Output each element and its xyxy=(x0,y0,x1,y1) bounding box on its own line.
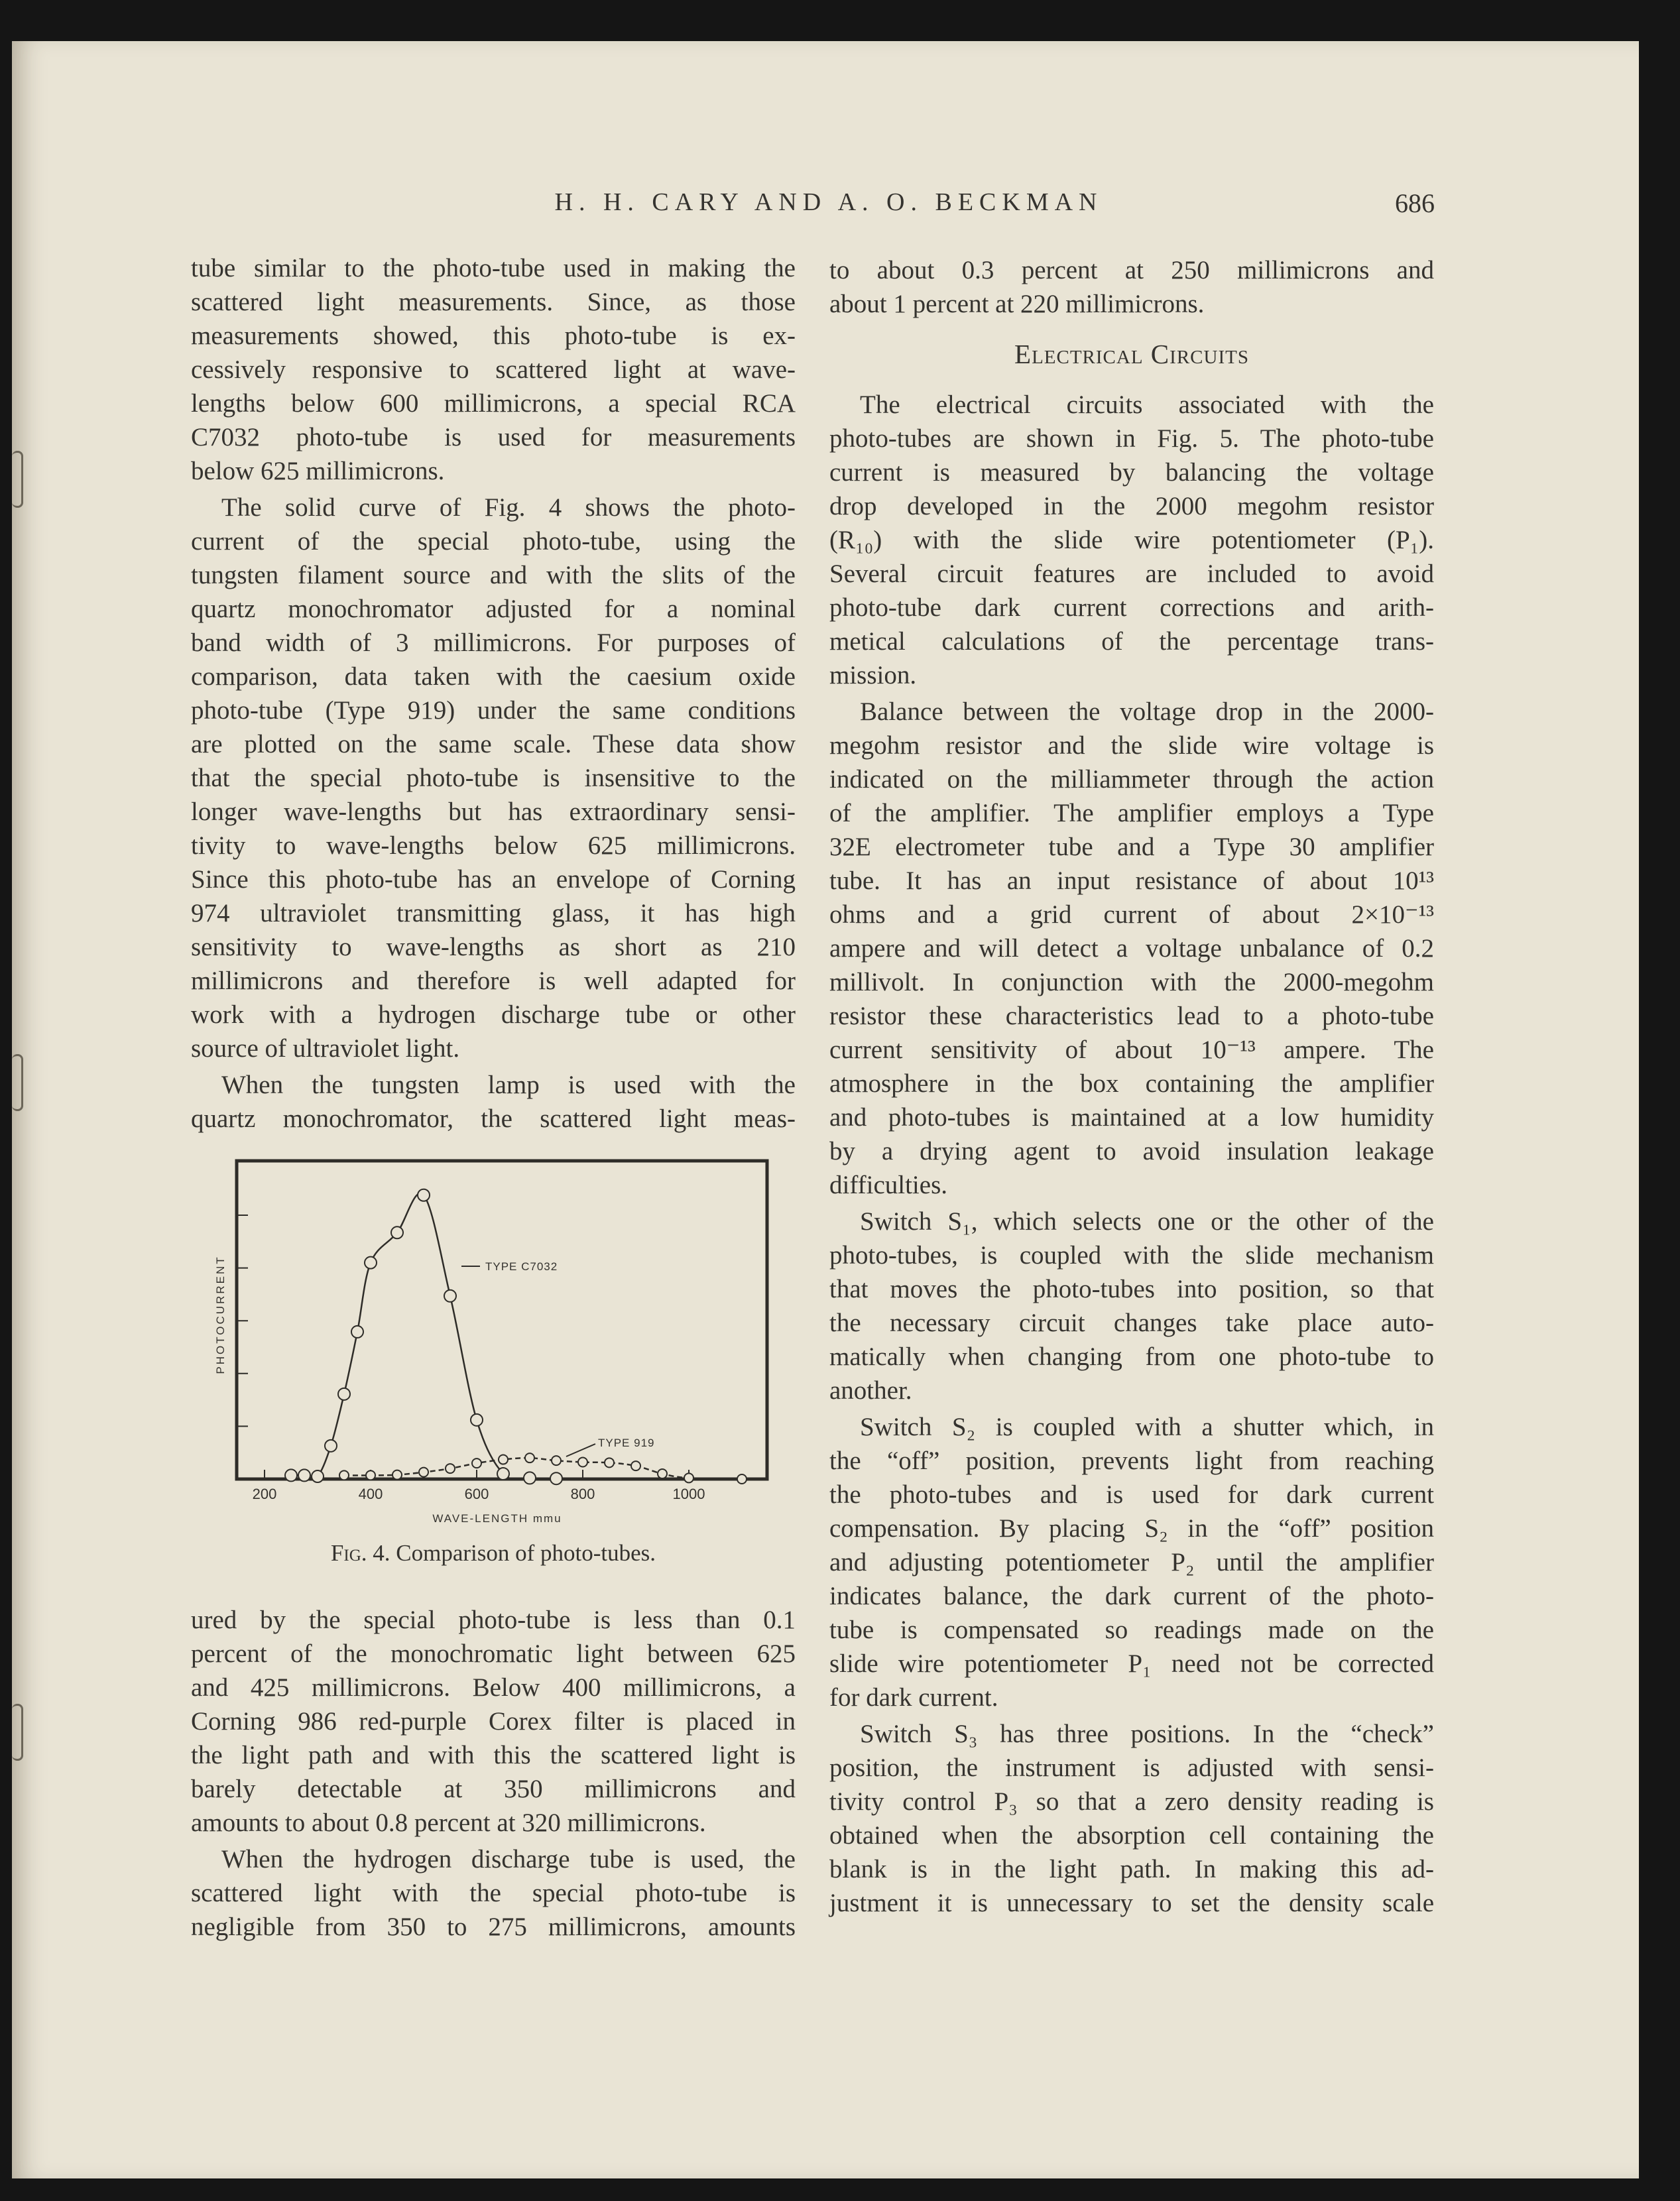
data-point xyxy=(418,1189,430,1201)
data-point xyxy=(471,1414,483,1426)
section-heading: Electrical Circuits xyxy=(1014,339,1249,369)
text-line: another. xyxy=(829,1376,912,1405)
text-line: photo-tubes are shown in Fig. 5. The photo-tube xyxy=(829,424,1434,453)
text-line: current is measured by balancing the voltage xyxy=(829,458,1434,487)
text-line: and adjusting potentiometer P₂ until the amplifier xyxy=(829,1548,1434,1576)
text-line: ohms and a grid current of about 2×10⁻¹³ xyxy=(829,900,1434,929)
text-line: matically when changing from one photo-tube to xyxy=(829,1342,1434,1371)
paragraph xyxy=(191,1603,796,1840)
text-line: sensitivity to wave-lengths as short as 210 xyxy=(191,933,796,961)
text-line: tivity control P₃ so that a zero density reading is xyxy=(829,1787,1434,1816)
text-line: by a drying agent to avoid insulation leakage xyxy=(829,1137,1434,1165)
x-tick-label: 600 xyxy=(464,1486,489,1502)
text-line: tube similar to the photo-tube used in making the xyxy=(191,254,796,282)
text-line: 32E electrometer tube and a Type 30 amplifier xyxy=(829,833,1434,861)
text-line: for dark current. xyxy=(829,1683,998,1712)
text-line: longer wave-lengths but has extraordinary sensi- xyxy=(191,798,796,826)
data-point xyxy=(658,1469,667,1478)
running-head: H. H. CARY AND A. O. BECKMAN xyxy=(554,188,1103,216)
text-line: the light path and with this the scattered light is xyxy=(191,1741,796,1769)
text-line: about 1 percent at 220 millimicrons. xyxy=(829,290,1205,318)
text-line: lengths below 600 millimicrons, a special RCA xyxy=(191,389,796,418)
paragraph xyxy=(191,491,796,1065)
text-line: scattered light measurements. Since, as those xyxy=(191,288,796,316)
text-line: quartz monochromator, the scattered light meas- xyxy=(191,1104,796,1133)
text-line: Switch S₃ has three positions. In the “check” xyxy=(860,1720,1434,1748)
data-point xyxy=(578,1458,587,1467)
text-line: drop developed in the 2000 megohm resistor xyxy=(829,492,1434,520)
text-line: indicates balance, the dark current of the photo- xyxy=(829,1582,1434,1610)
data-point xyxy=(524,1472,536,1484)
data-point xyxy=(552,1456,561,1465)
text-line: position, the instrument is adjusted with sensi- xyxy=(829,1754,1434,1782)
data-point xyxy=(631,1461,640,1470)
text-line: mission. xyxy=(829,661,917,689)
text-line: compensation. By placing S₂ in the “off” position xyxy=(829,1514,1434,1543)
binding-mark xyxy=(12,1704,23,1761)
text-line: that moves the photo-tubes into position, so that xyxy=(829,1275,1434,1303)
data-point xyxy=(525,1453,534,1462)
data-point xyxy=(366,1470,375,1480)
data-point xyxy=(339,1470,349,1480)
paragraph xyxy=(829,388,1434,692)
text-line: amounts to about 0.8 percent at 320 millimicrons. xyxy=(191,1809,706,1837)
text-line: ampere and will detect a voltage unbalance of 0.2 xyxy=(829,934,1434,963)
right-column-top xyxy=(829,253,1434,321)
text-line: millivolt. In conjunction with the 2000-megohm xyxy=(829,968,1434,996)
data-point xyxy=(298,1469,310,1481)
text-line: the photo-tubes and is used for dark current xyxy=(829,1480,1434,1509)
text-line: (R₁₀) with the slide wire potentiometer (P₁). xyxy=(829,526,1434,554)
text-line: indicated on the milliammeter through the action xyxy=(829,765,1434,794)
text-line: obtained when the absorption cell containing the xyxy=(829,1821,1434,1850)
binding-mark xyxy=(12,1054,23,1111)
paragraph xyxy=(829,1410,1434,1714)
series-line-c7032 xyxy=(291,1193,556,1479)
data-point xyxy=(351,1326,363,1338)
text-line: justment it is unnecessary to set the density scale xyxy=(829,1889,1434,1917)
paragraph xyxy=(191,1842,796,1944)
y-axis-label: PHOTOCURRENT xyxy=(214,1255,227,1374)
paragraph xyxy=(829,253,1434,321)
text-line: The solid curve of Fig. 4 shows the photo- xyxy=(221,493,796,522)
data-point xyxy=(365,1257,377,1269)
text-line: barely detectable at 350 millimicrons and xyxy=(191,1775,796,1803)
x-tick-label: 800 xyxy=(570,1486,595,1502)
figure-4-chart xyxy=(199,1140,796,1538)
text-line: Balance between the voltage drop in the 2000- xyxy=(860,697,1434,726)
text-line: band width of 3 millimicrons. For purposes of xyxy=(191,628,796,657)
binding-mark xyxy=(12,451,23,508)
text-line: and 425 millimicrons. Below 400 millimicrons, a xyxy=(191,1673,796,1702)
text-line: metical calculations of the percentage trans- xyxy=(829,627,1434,656)
text-line: resistor these characteristics lead to a photo-tube xyxy=(829,1002,1434,1030)
text-line: Switch S₂ is coupled with a shutter which, in xyxy=(860,1413,1434,1441)
text-line: 974 ultraviolet transmitting glass, it has high xyxy=(191,899,796,927)
data-point xyxy=(472,1458,481,1468)
text-line: megohm resistor and the slide wire voltage is xyxy=(829,731,1434,760)
text-line: cessively responsive to scattered light at wave- xyxy=(191,355,796,384)
text-line: Corning 986 red-purple Corex filter is placed in xyxy=(191,1707,796,1736)
text-line: work with a hydrogen discharge tube or other xyxy=(191,1000,796,1029)
text-line: that the special photo-tube is insensitive to the xyxy=(191,764,796,792)
text-line: measurements showed, this photo-tube is ex- xyxy=(191,322,796,350)
data-point xyxy=(312,1470,324,1482)
legend-label-c7032: TYPE C7032 xyxy=(485,1260,558,1273)
paragraph xyxy=(191,1068,796,1136)
text-line: Several circuit features are included to avoid xyxy=(829,560,1434,588)
text-line: tungsten filament source and with the slits of the xyxy=(191,561,796,589)
text-line: blank is in the light path. In making this ad- xyxy=(829,1855,1434,1883)
text-line: photo-tube dark current corrections and arith- xyxy=(829,593,1434,622)
series-line-919 xyxy=(344,1458,742,1479)
right-column xyxy=(829,253,1434,1920)
text-line: current sensitivity of about 10⁻¹³ ampere. The xyxy=(829,1036,1434,1064)
caption-label: Fig. 4. xyxy=(330,1540,390,1566)
data-point xyxy=(684,1473,693,1482)
data-point xyxy=(325,1440,337,1452)
text-line: to about 0.3 percent at 250 millimicrons and xyxy=(829,256,1434,284)
page-number: 686 xyxy=(1395,188,1435,218)
text-line: the “off” position, prevents light from reaching xyxy=(829,1447,1434,1475)
x-tick-label: 400 xyxy=(358,1486,383,1502)
text-line: ured by the special photo-tube is less than 0.1 xyxy=(191,1606,796,1634)
text-line: tube. It has an input resistance of about 10¹³ xyxy=(829,866,1434,895)
text-line: Since this photo-tube has an envelope of Corning xyxy=(191,865,796,894)
text-line: millimicrons and therefore is well adapted for xyxy=(191,967,796,995)
text-line: source of ultraviolet light. xyxy=(191,1034,460,1063)
legend-leader-919 xyxy=(566,1444,595,1457)
text-line: and photo-tubes is maintained at a low humidity xyxy=(829,1103,1434,1132)
text-line: The electrical circuits associated with the xyxy=(860,390,1434,419)
text-line: photo-tubes, is coupled with the slide mechanism xyxy=(829,1241,1434,1270)
x-tick-label: 200 xyxy=(252,1486,277,1502)
text-line: When the hydrogen discharge tube is used, the xyxy=(221,1845,796,1874)
text-line: of the amplifier. The amplifier employs a Type xyxy=(829,799,1434,827)
paragraph xyxy=(191,251,796,488)
data-point xyxy=(737,1474,747,1484)
x-tick-label: 1000 xyxy=(672,1486,705,1502)
data-point xyxy=(605,1458,614,1467)
legend-label-919: TYPE 919 xyxy=(598,1437,655,1449)
paragraph xyxy=(829,1205,1434,1407)
text-line: the necessary circuit changes take place auto- xyxy=(829,1309,1434,1337)
data-point xyxy=(499,1455,508,1464)
data-point xyxy=(392,1470,402,1480)
text-line: Switch S₁, which selects one or the other of the xyxy=(860,1207,1434,1236)
text-line: comparison, data taken with the caesium oxide xyxy=(191,662,796,691)
left-column-bottom xyxy=(191,1603,796,1944)
caption-text: Comparison of photo-tubes. xyxy=(396,1540,656,1566)
plot-frame xyxy=(237,1161,767,1479)
text-line: slide wire potentiometer P₁ need not be corrected xyxy=(829,1649,1434,1678)
data-point xyxy=(391,1226,403,1238)
figure-caption xyxy=(191,1540,796,1567)
text-line: C7032 photo-tube is used for measurements xyxy=(191,423,796,451)
paragraph xyxy=(829,695,1434,1202)
text-line: current of the special photo-tube, using the xyxy=(191,527,796,556)
text-line: quartz monochromator adjusted for a nominal xyxy=(191,595,796,623)
data-point xyxy=(419,1468,428,1477)
text-line: When the tungsten lamp is used with the xyxy=(221,1071,796,1099)
text-line: negligible from 350 to 275 millimicrons, amounts xyxy=(191,1913,796,1941)
data-point xyxy=(338,1388,350,1400)
text-line: photo-tube (Type 919) under the same conditions xyxy=(191,696,796,725)
right-column-bottom xyxy=(829,388,1434,1920)
data-point xyxy=(285,1469,297,1481)
text-line: tube is compensated so readings made on the xyxy=(829,1616,1434,1644)
data-point xyxy=(497,1468,509,1480)
text-line: percent of the monochromatic light between 625 xyxy=(191,1639,796,1668)
text-line: atmosphere in the box containing the amplifier xyxy=(829,1069,1434,1098)
paragraph xyxy=(829,1717,1434,1920)
left-column-top xyxy=(191,251,796,1136)
text-line: difficulties. xyxy=(829,1171,947,1199)
text-line: tivity to wave-lengths below 625 millimicrons. xyxy=(191,831,796,860)
text-line: scattered light with the special photo-tube is xyxy=(191,1879,796,1907)
x-axis-label: WAVE-LENGTH mmu xyxy=(432,1512,562,1525)
text-line: below 625 millimicrons. xyxy=(191,457,445,485)
data-point xyxy=(444,1290,456,1302)
data-point xyxy=(550,1472,562,1484)
data-point xyxy=(446,1464,455,1473)
text-line: are plotted on the same scale. These data show xyxy=(191,730,796,758)
